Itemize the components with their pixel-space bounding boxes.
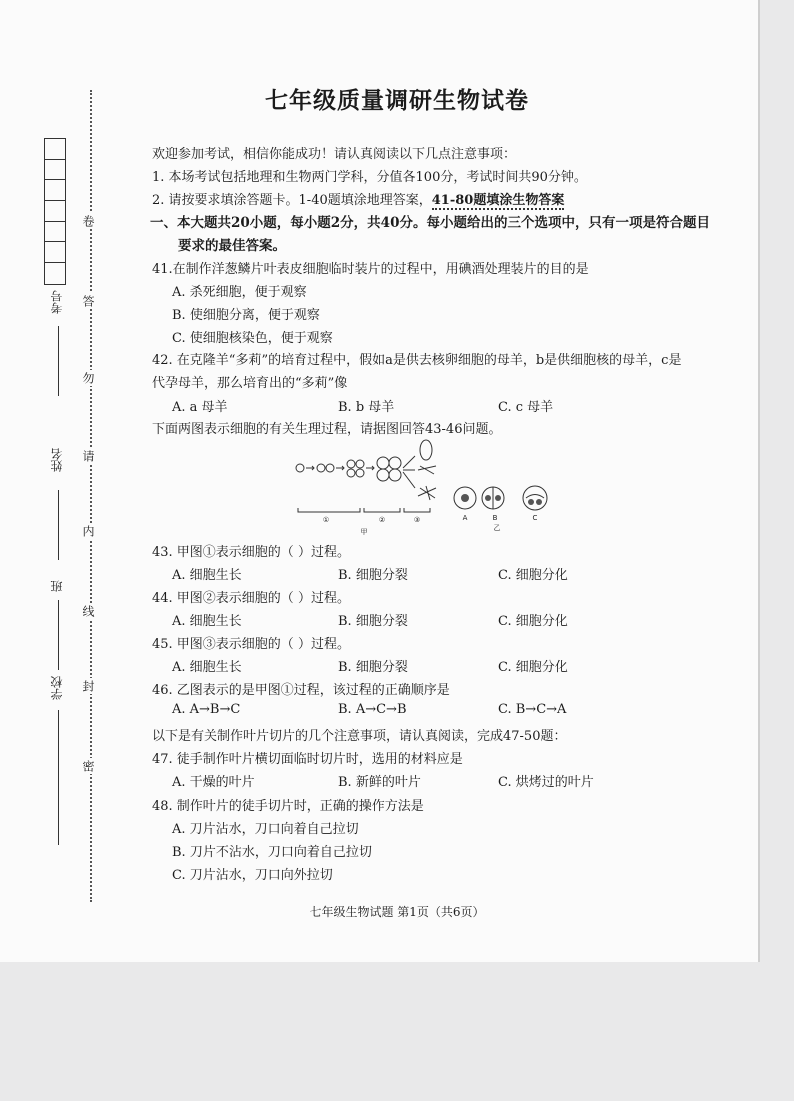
intro-greeting: 欢迎参加考试，相信你能成功！请认真阅读以下几点注意事项： — [152, 147, 517, 162]
figure-jia-label: 甲 — [360, 528, 368, 536]
q48-stem: 48. 制作叶片的徒手切片时，正确的操作方法是 — [152, 799, 424, 814]
step-1-label: ① — [322, 516, 330, 524]
q47-option-a: A. 干燥的叶片 — [172, 775, 255, 790]
q46-stem: 46. 乙图表示的是甲图①过程，该过程的正确顺序是 — [152, 683, 450, 698]
class-label: 班 — [50, 580, 64, 592]
school-label: 学校 — [50, 676, 64, 700]
differentiated-cell-2 — [418, 466, 436, 474]
q47-option-b: B. 新鲜的叶片 — [338, 775, 421, 790]
seal-char: 勿 — [81, 372, 95, 384]
q44-option-a: A. 细胞生长 — [172, 614, 242, 629]
q43-option-c: C. 细胞分化 — [498, 568, 568, 583]
q44-option-b: B. 细胞分裂 — [338, 614, 408, 629]
page-title: 七年级质量调研生物试卷 — [265, 88, 529, 114]
name-label: 姓名 — [50, 448, 64, 472]
page-footer: 七年级生物试题 第1页（共6页） — [309, 905, 485, 919]
seal-char: 卷 — [81, 215, 95, 227]
q48-option-a: A. 刀片沾水，刀口向着自己拉切 — [172, 822, 359, 837]
seal-char: 请 — [81, 450, 95, 462]
q45-stem: 45. 甲图③表示细胞的（ ）过程。 — [152, 637, 350, 652]
exam-number-grid — [44, 138, 66, 285]
name-line — [58, 490, 59, 560]
school-line — [58, 710, 59, 845]
seal-char: 线 — [81, 605, 95, 617]
q45-option-a: A. 细胞生长 — [172, 660, 242, 675]
q41-stem: 41.在制作洋葱鳞片叶表皮细胞临时装片的过程中，用碘酒处理装片的目的是 — [152, 262, 589, 277]
cell-jia-4 — [377, 457, 389, 469]
q41-option-b: B. 使细胞分离，便于观察 — [172, 308, 320, 323]
paper-edge — [758, 0, 760, 962]
q46-option-a: A. A→B→C — [172, 702, 241, 717]
seal-char: 密 — [81, 760, 95, 772]
q45-option-b: B. 细胞分裂 — [338, 660, 408, 675]
q45-option-c: C. 细胞分化 — [498, 660, 568, 675]
leaf-section-intro: 以下是有关制作叶片切片的几个注意事项，请认真阅读，完成47-50题： — [152, 729, 567, 744]
intro-note-2-text: 2. 请按要求填涂答题卡。1-40题填涂地理答案， — [152, 193, 432, 208]
q44-stem: 44. 甲图②表示细胞的（ ）过程。 — [152, 591, 350, 606]
q44-option-c: C. 细胞分化 — [498, 614, 568, 629]
binding-dotted-line — [90, 90, 92, 902]
intro-note-2 — [152, 189, 564, 208]
step-3-bracket — [404, 508, 430, 512]
figure-intro: 下面两图表示细胞的有关生理过程，请据图回答43-46问题。 — [152, 422, 502, 437]
cell-label-c: C — [532, 514, 538, 522]
section-1-heading-cont: 要求的最佳答案。 — [178, 238, 286, 254]
cell-label-a: A — [462, 514, 468, 522]
differentiated-cell-3 — [418, 486, 436, 500]
q42-stem: 42. 在克隆羊“多莉”的培育过程中，假如a是供去核卵细胞的母羊，b是供细胞核的母羊，c是 — [152, 353, 682, 368]
step-1-bracket — [298, 508, 360, 512]
q47-option-c: C. 烘烤过的叶片 — [498, 775, 594, 790]
exam-no-line — [58, 326, 59, 396]
step-2-bracket — [364, 508, 400, 512]
q48-option-b: B. 刀片不沾水，刀口向着自己拉切 — [172, 845, 372, 860]
seal-char: 答 — [81, 295, 95, 307]
cell-process-figure — [290, 436, 560, 536]
cell-jia-1 — [296, 464, 304, 472]
q47-stem: 47. 徒手制作叶片横切面临时切片时，选用的材料应是 — [152, 752, 463, 767]
q43-option-b: B. 细胞分裂 — [338, 568, 408, 583]
q42-option-c: C. c 母羊 — [498, 400, 554, 415]
differentiated-cell-1 — [420, 440, 432, 460]
seal-char: 封 — [81, 680, 95, 692]
q42-stem-cont: 代孕母羊，那么培育出的“多莉”像 — [152, 376, 348, 391]
q46-option-c: C. B→C→A — [498, 702, 567, 717]
q42-option-b: B. b 母羊 — [338, 400, 395, 415]
figure-yi-label: 乙 — [493, 524, 501, 532]
cell-jia-3 — [347, 460, 355, 468]
intro-note-1: 1. 本场考试包括地理和生物两门学科，分值各100分，考试时间共90分钟。 — [152, 170, 587, 185]
section-1-heading: 一、本大题共20小题，每小题2分，共40分。每小题给出的三个选项中，只有一项是符合题目 — [150, 215, 710, 231]
class-line — [58, 600, 59, 670]
q43-stem: 43. 甲图①表示细胞的（ ）过程。 — [152, 545, 350, 560]
intro-note-2-emphasis: 41-80题填涂生物答案 — [431, 193, 565, 208]
q42-option-a: A. a 母羊 — [172, 400, 228, 415]
q46-option-b: B. A→C→B — [338, 702, 407, 717]
seal-char: 内 — [81, 525, 95, 537]
q41-option-c: C. 使细胞核染色，便于观察 — [172, 331, 333, 346]
q48-option-c: C. 刀片沾水，刀口向外拉切 — [172, 868, 333, 883]
q43-option-a: A. 细胞生长 — [172, 568, 242, 583]
cell-jia-2 — [317, 464, 325, 472]
cell-label-b: B — [492, 514, 498, 522]
q41-option-a: A. 杀死细胞，便于观察 — [172, 285, 307, 300]
step-2-label: ② — [378, 516, 386, 524]
step-3-label: ③ — [413, 516, 421, 524]
exam-no-label: 考号 — [50, 290, 64, 314]
